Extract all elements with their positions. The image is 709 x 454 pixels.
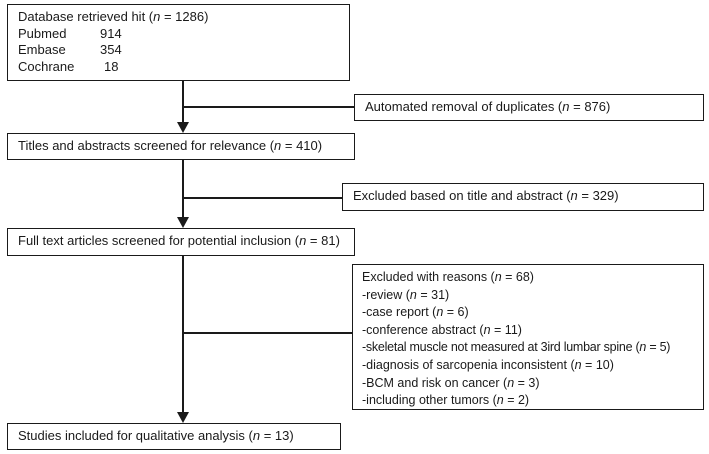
branch-line — [182, 197, 342, 199]
source-name: Cochrane — [18, 58, 75, 74]
exclusion-reason-item: -BCM and risk on cancer (n = 3) — [362, 375, 540, 390]
source-row-pubmed — [18, 26, 339, 43]
exclusion-reason-item: -diagnosis of sarcopenia inconsistent (n = 10) — [362, 357, 614, 372]
branch-line — [182, 106, 354, 108]
source-count: 354 — [100, 42, 122, 57]
excluded-reasons-box — [352, 264, 704, 410]
source-name: Pubmed — [18, 25, 67, 41]
exclusion-reason-item: -including other tumors (n = 2) — [362, 393, 530, 408]
exclusion-reason-item: -skeletal muscle not measured at 3ird lumbar spine (n = 5) — [362, 340, 671, 355]
connector-line — [182, 81, 184, 123]
excluded-title-box — [342, 183, 704, 211]
duplicates-text: Automated removal of duplicates (n = 876) — [365, 99, 611, 114]
source-count: 18 — [104, 58, 119, 74]
source-count: 914 — [100, 25, 122, 41]
arrow-down-icon — [177, 217, 189, 228]
excluded-title-text: Excluded based on title and abstract (n = 329) — [353, 188, 619, 203]
source-row-embase — [18, 42, 339, 59]
screened-box — [7, 133, 355, 160]
branch-line — [182, 332, 352, 334]
arrow-down-icon — [177, 122, 189, 133]
screened-text: Titles and abstracts screened for relevance (n = 410) — [18, 138, 323, 153]
exclusion-reason-item: -conference abstract (n = 11) — [362, 322, 522, 337]
connector-line — [182, 256, 184, 413]
retrieved-box — [7, 4, 350, 81]
source-name: Embase — [18, 42, 66, 57]
exclusion-reason-item: -review (n = 31) — [362, 287, 450, 302]
exclusion-reason-item: -case report (n = 6) — [362, 305, 469, 320]
arrow-down-icon — [177, 412, 189, 423]
retrieved-title: Database retrieved hit (n = 1286) — [18, 9, 209, 24]
connector-line — [182, 160, 184, 219]
duplicates-box — [354, 94, 704, 121]
fulltext-box — [7, 228, 355, 256]
fulltext-text: Full text articles screened for potential inclusion (n = 81) — [18, 233, 340, 248]
included-box — [7, 423, 341, 450]
included-text: Studies included for qualitative analysis (n = 13) — [18, 428, 294, 443]
excluded-reasons-title: Excluded with reasons (n = 68) — [362, 270, 534, 284]
source-row-cochrane — [18, 59, 339, 76]
